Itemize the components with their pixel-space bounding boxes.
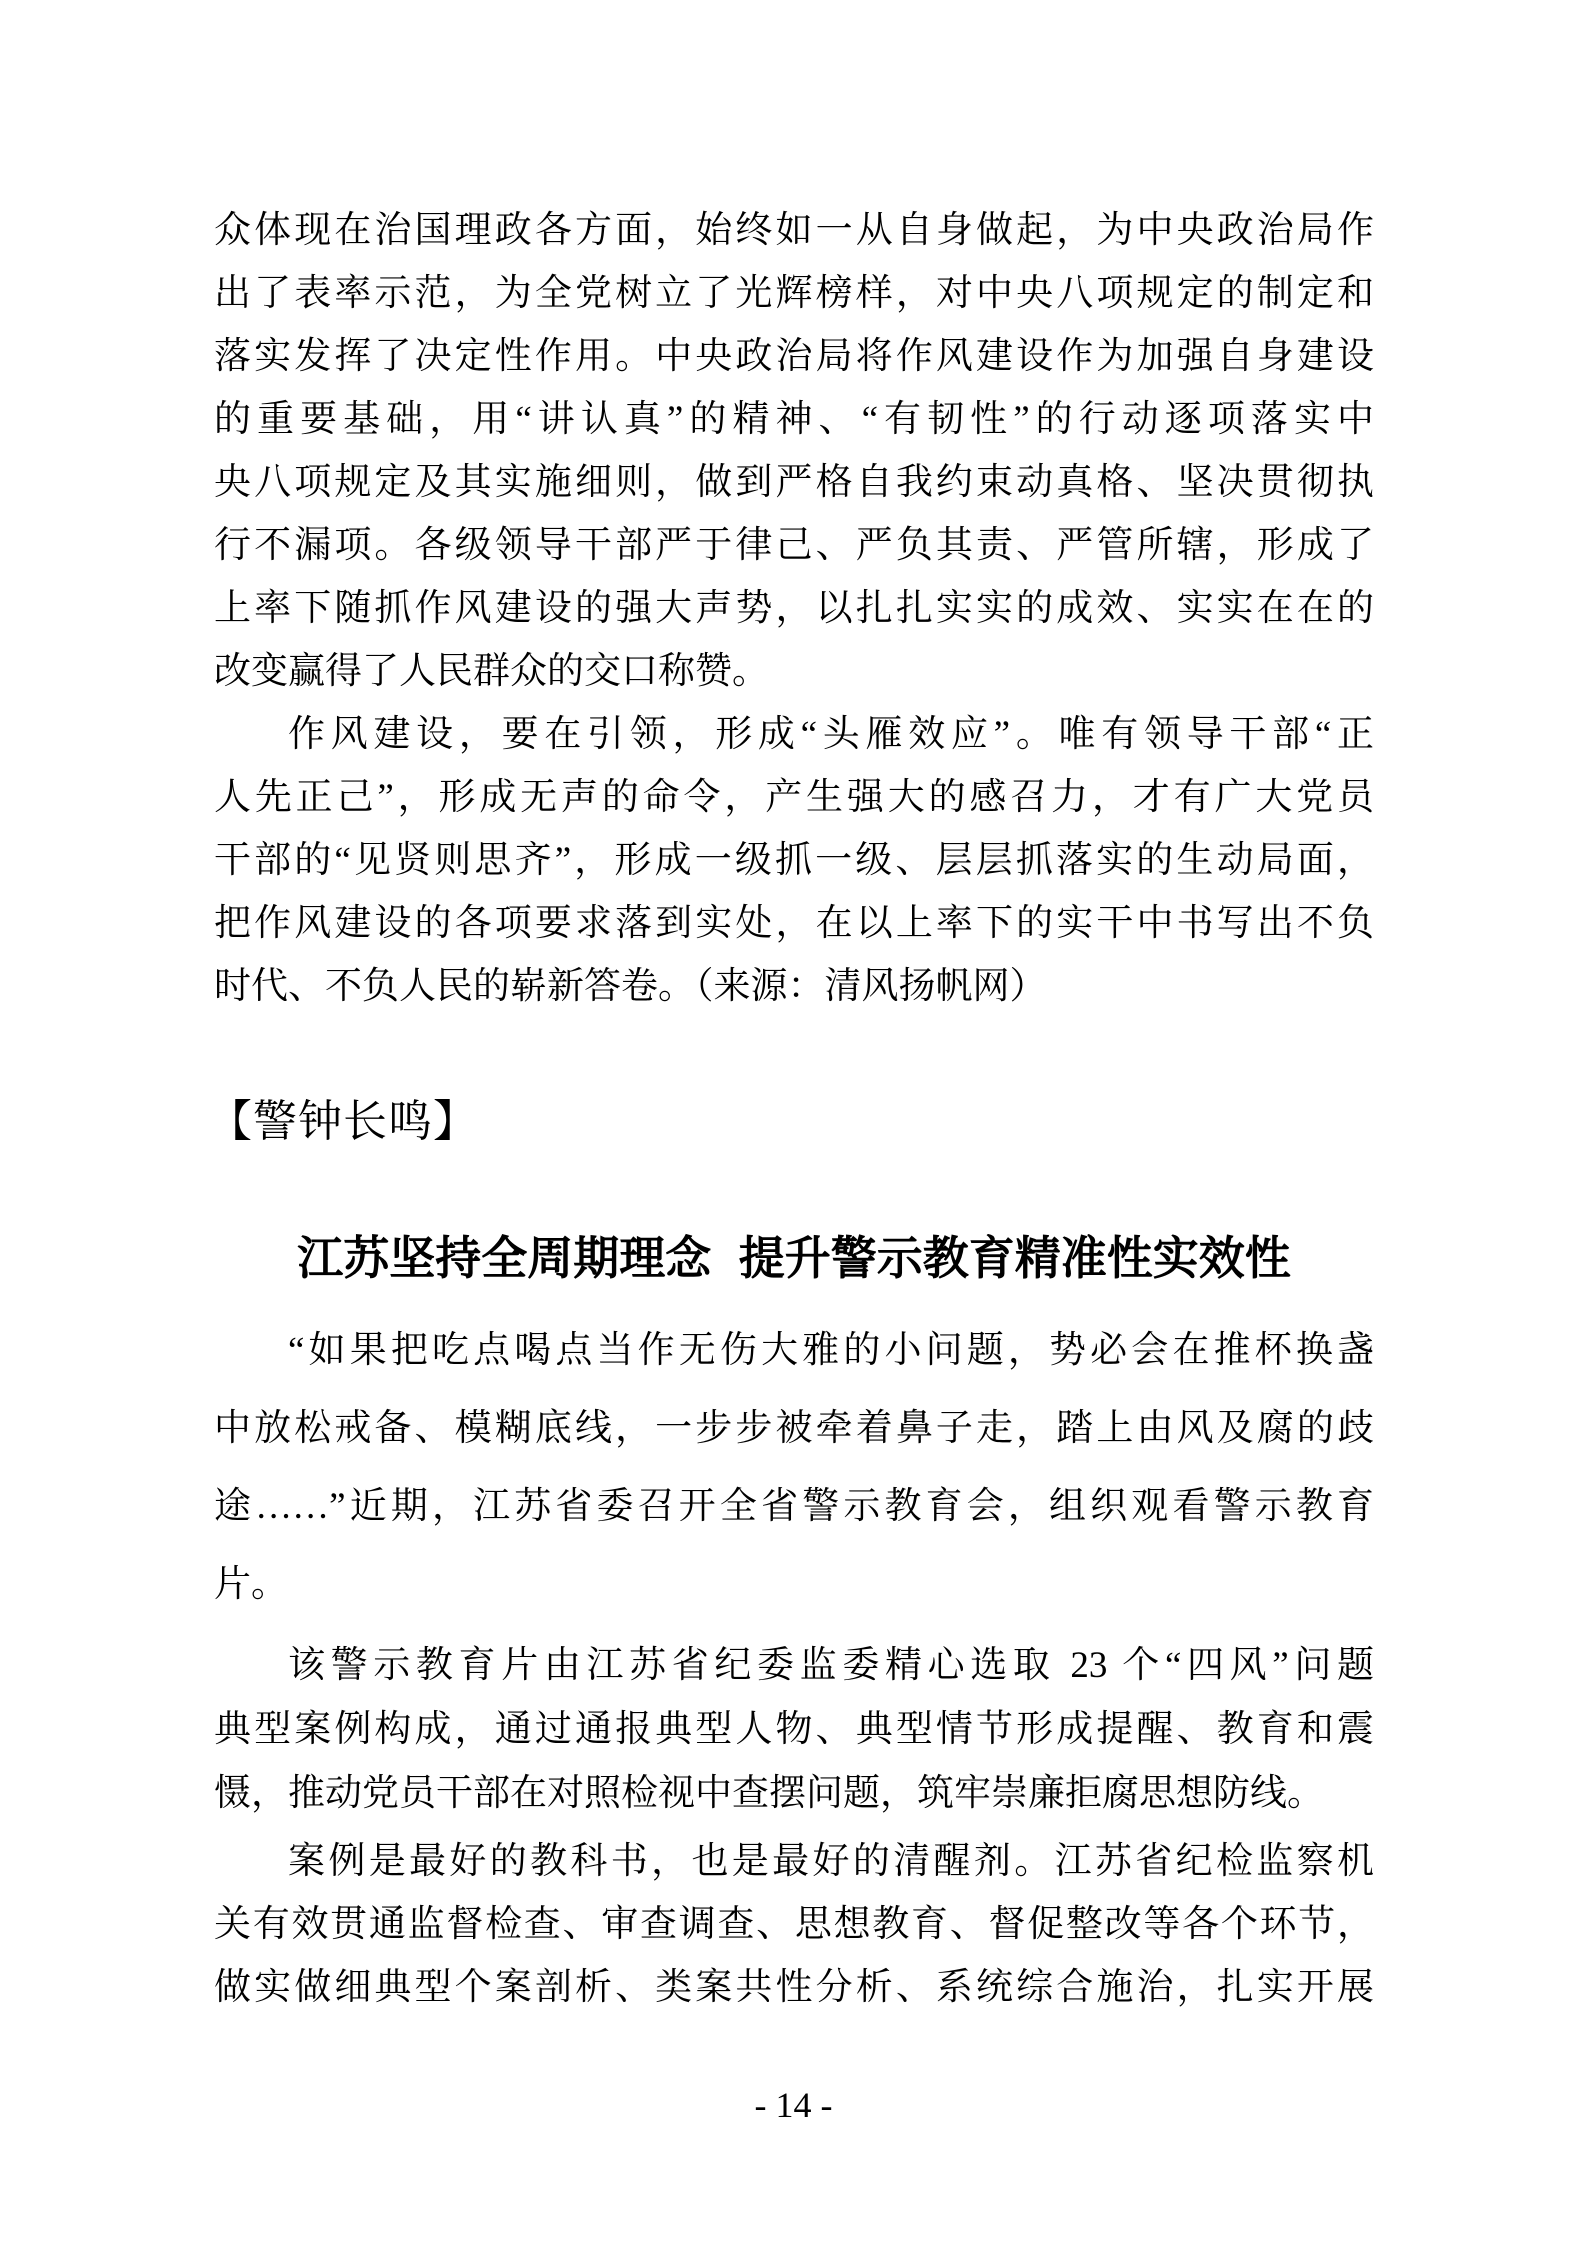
paragraph [214, 703, 1374, 1018]
paragraph [214, 1634, 1374, 1826]
text-line: 作风建设，要在引领，形成“头雁效应”。唯有领导干部“正 [288, 714, 1375, 755]
text-line: 的重要基础，用“讲认真”的精神、“有韧性”的行动逐项落实中 [214, 399, 1374, 440]
text-line: 做实做细典型个案剖析、类案共性分析、系统综合施治，扎实开展 [214, 1967, 1374, 2008]
text-line: 典型案例构成，通过通报典型人物、典型情节形成提醒、教育和震 [214, 1709, 1374, 1750]
text-line: 片。 [214, 1564, 288, 1605]
text-line: 人先正己”，形成无声的命令，产生强大的感召力，才有广大党员 [214, 777, 1374, 818]
article2-paragraph3 [214, 1830, 1374, 2019]
section-marker: 【警钟长鸣】 [208, 1097, 478, 1146]
paragraph [214, 199, 1374, 703]
text-line: 众体现在治国理政各方面，始终如一从自身做起，为中央政治局作 [214, 210, 1374, 251]
text-line: 关有效贯通监督检查、审查调查、思想教育、督促整改等各个环节， [214, 1904, 1374, 1945]
article2-paragraph2 [214, 1634, 1374, 1826]
article1-body [214, 199, 1374, 1018]
text-line: 改变赢得了人民群众的交口称赞。 [214, 651, 769, 692]
text-line: 把作风建设的各项要求落到实处，在以上率下的实干中书写出不负 [214, 903, 1374, 944]
paragraph [214, 1312, 1374, 1624]
paragraph [214, 1830, 1374, 2019]
text-line: 慑，推动党员干部在对照检视中查摆问题，筑牢崇廉拒腐思想防线。 [214, 1773, 1324, 1814]
article-title: 江苏坚持全周期理念 提升警示教育精准性实效性 [297, 1233, 1291, 1284]
text-line: 上率下随抓作风建设的强大声势，以扎扎实实的成效、实实在在的 [214, 588, 1374, 629]
text-line: 案例是最好的教科书，也是最好的清醒剂。江苏省纪检监察机 [288, 1841, 1374, 1882]
text-line: 干部的“见贤则思齐”，形成一级抓一级、层层抓落实的生动局面， [214, 840, 1374, 881]
text-line: 出了表率示范，为全党树立了光辉榜样，对中央八项规定的制定和 [214, 273, 1374, 314]
article2-paragraph1 [214, 1312, 1374, 1624]
text-line: 途……”近期，江苏省委召开全省警示教育会，组织观看警示教育 [214, 1486, 1374, 1527]
text-line: 该警示教育片由江苏省纪委监委精心选取 23 个“四风”问题 [288, 1645, 1374, 1686]
text-line: 央八项规定及其实施细则，做到严格自我约束动真格、坚决贯彻执 [214, 462, 1374, 503]
text-line: 落实发挥了决定性作用。中央政治局将作风建设作为加强自身建设 [214, 336, 1374, 377]
page-number: - 14 - [754, 2085, 833, 2125]
text-line: 中放松戒备、模糊底线，一步步被牵着鼻子走，踏上由风及腐的歧 [214, 1408, 1374, 1449]
text-line: “如果把吃点喝点当作无伤大雅的小问题，势必会在推杯换盏 [288, 1330, 1374, 1371]
text-line: 时代、不负人民的崭新答卷。（来源：清风扬帆网） [214, 966, 1047, 1007]
text-line: 行不漏项。各级领导干部严于律己、严负其责、严管所辖，形成了 [214, 525, 1374, 566]
